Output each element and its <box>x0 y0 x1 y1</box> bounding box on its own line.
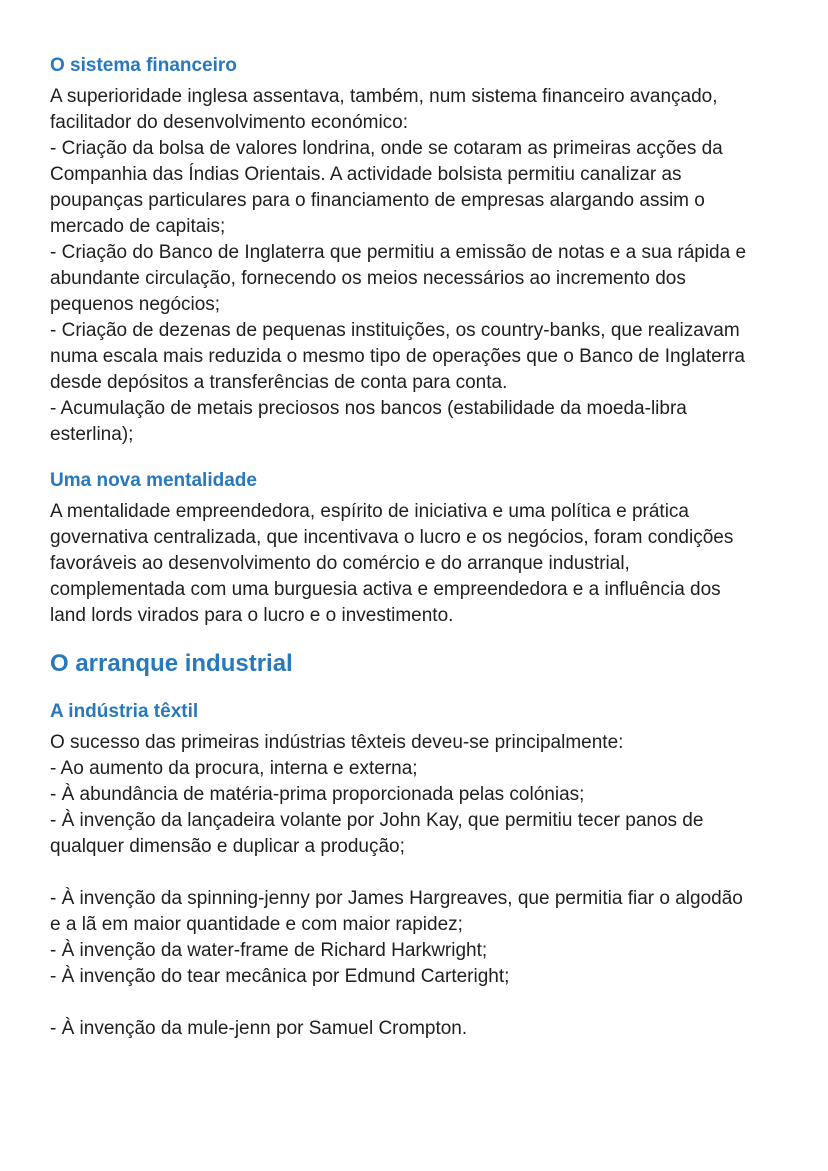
list-item: - À invenção da spinning-jenny por James Hargreaves, que permitia fiar o algodão e a lã em maior quantidade e com maior rapidez; <box>50 888 743 935</box>
paragraph: A superioridade inglesa assentava, também, num sistema financeiro avançado, facilitador do desenvolvimento económico: <box>50 86 718 133</box>
text-block <box>50 84 750 448</box>
list-item: - Criação de dezenas de pequenas instituições, os country-banks, que realizavam numa escala mais reduzida o mesmo tipo de operações que o Banco de Inglaterra desde depósitos a transferências de conta para conta. <box>50 320 745 393</box>
section-heading: O sistema financeiro <box>50 55 237 76</box>
text-block <box>50 499 750 629</box>
section-industria-textil <box>50 699 750 1042</box>
list-item: - À abundância de matéria-prima proporcionada pelas colónias; <box>50 784 585 805</box>
list-item: - À invenção da water-frame de Richard Harkwright; <box>50 940 488 961</box>
list-item: - Criação da bolsa de valores londrina, onde se cotaram as primeiras acções da Companhia das Índias Orientais. A actividade bolsista permitiu canalizar as poupanças particulares para o financiamento de empresas alargando assim o mercado de capitais; <box>50 138 723 237</box>
text-block <box>50 886 750 990</box>
section-heading: Uma nova mentalidade <box>50 470 257 491</box>
list-item: - À invenção do tear mecânica por Edmund Carteright; <box>50 966 510 987</box>
text-block <box>50 1016 750 1042</box>
text-block <box>50 730 750 860</box>
section-nova-mentalidade <box>50 468 750 629</box>
list-item: - Criação do Banco de Inglaterra que permitiu a emissão de notas e a sua rápida e abundante circulação, fornecendo os meios necessários ao incremento dos pequenos negócios; <box>50 242 747 315</box>
paragraph: A mentalidade empreendedora, espírito de iniciativa e uma política e prática governativa centralizada, que incentivava o lucro e os negócios, foram condições favoráveis ao desenvolvimento do comércio e do arranque industrial, complementada com uma burguesia activa e empreendedora e a influência dos land lords virados para o lucro e o investimento. <box>50 501 734 626</box>
list-item: - Ao aumento da procura, interna e externa; <box>50 758 418 779</box>
section-arranque-industrial <box>50 649 750 679</box>
list-item: - À invenção da mule-jenn por Samuel Crompton. <box>50 1018 468 1039</box>
section-sistema-financeiro <box>50 53 750 448</box>
section-heading: O arranque industrial <box>50 650 293 677</box>
paragraph: O sucesso das primeiras indústrias têxteis deveu-se principalmente: <box>50 732 624 753</box>
list-item: - Acumulação de metais preciosos nos bancos (estabilidade da moeda-libra esterlina); <box>50 398 687 445</box>
section-heading: A indústria têxtil <box>50 701 199 722</box>
list-item: - À invenção da lançadeira volante por John Kay, que permitiu tecer panos de qualquer dimensão e duplicar a produção; <box>50 810 704 857</box>
